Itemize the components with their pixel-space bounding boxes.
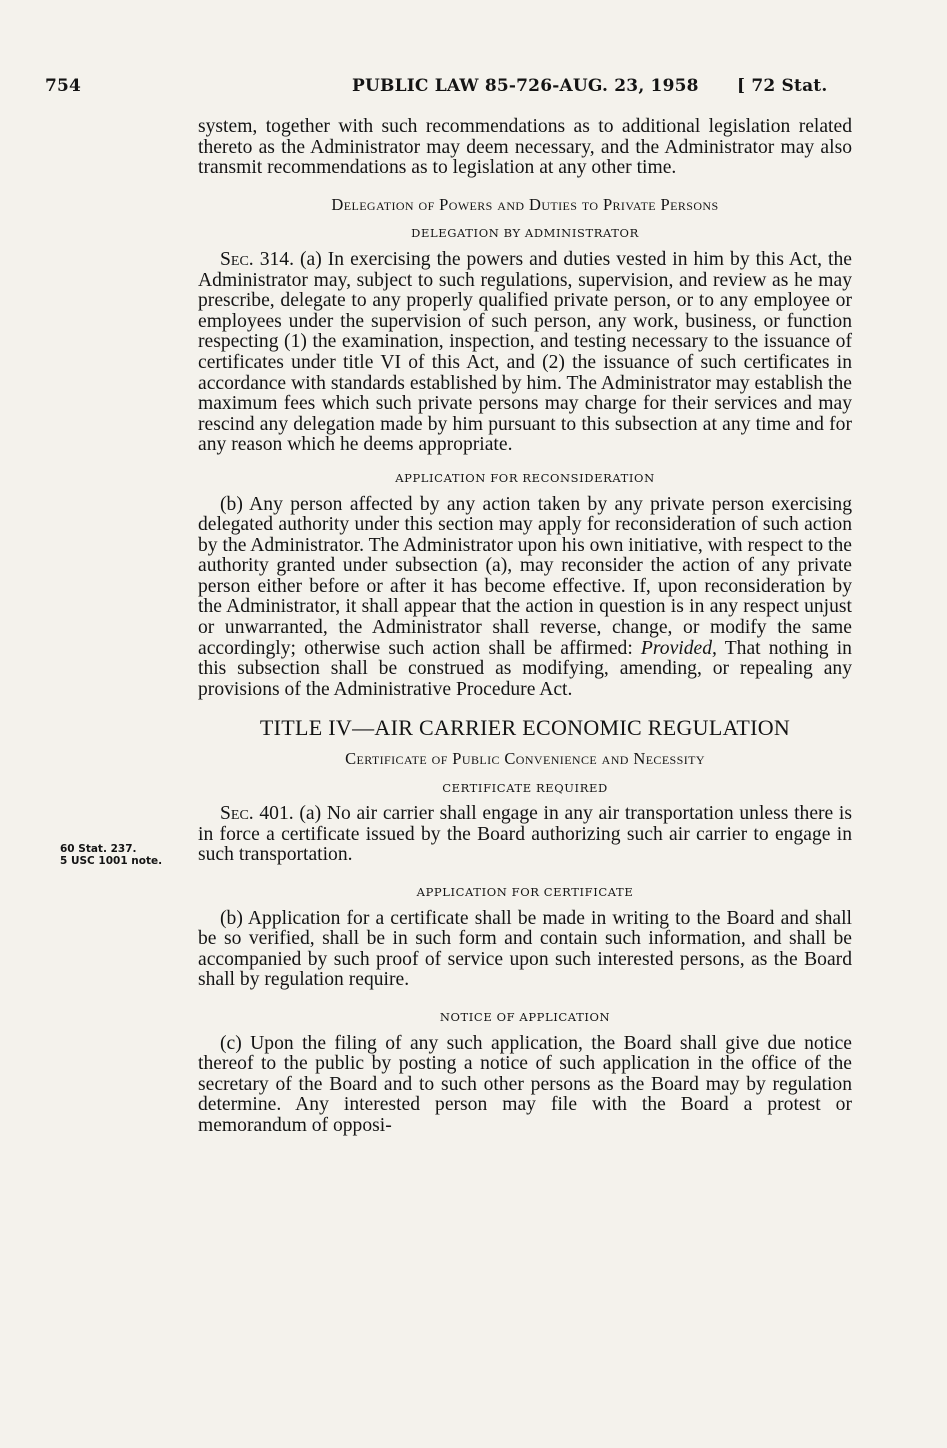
page-number: 754 — [45, 76, 82, 96]
text-column — [198, 117, 852, 1137]
subheading-notice: NOTICE OF APPLICATION — [439, 1009, 611, 1024]
margin-note-stat: 60 Stat. 237. — [60, 843, 137, 855]
title-iv-heading: TITLE IV—AIR CARRIER ECONOMIC REGULATION — [259, 715, 791, 741]
intro-paragraph: system, together with such recommendations as to additional legislation related thereto as the Administrator may deem necessary, and the Administrator may also transmit recommendations as to legislation at any other time. — [198, 116, 852, 179]
section-401-b: (b) Application for a certificate shall be made in writing to the Board and shall be so verified, shall be in such form and contain such information, and shall be accompanied by such proof of service upon such interested persons, as the Board shall by regulation require. — [198, 907, 852, 991]
provided-term: Provided, — [640, 637, 717, 659]
volume-reference: [ 72 Stat. — [737, 76, 828, 96]
section-314-b — [198, 495, 852, 701]
section-401-c: (c) Upon the filing of any such application, the Board shall give due notice thereof to the public by posting a notice of such application in the office of the secretary of the Board and to such other persons as the Board may by regulation determine. Any interested person may file with the Board a protest or memorandum of opposi- — [198, 1032, 852, 1136]
section-314-a — [198, 250, 852, 456]
section-401-a — [198, 804, 852, 866]
subheading-certificate-required: CERTIFICATE REQUIRED — [442, 780, 608, 795]
subheading-reconsideration: APPLICATION FOR RECONSIDERATION — [395, 470, 655, 485]
paragraph-text-cont: That nothing in this subsection shall be construed as modifying, amending, or repealing any provisions of the Administrative Procedure Act. — [198, 637, 852, 700]
subheading-delegation-admin: DELEGATION BY ADMINISTRATOR — [411, 226, 639, 241]
margin-note-usc: 5 USC 1001 note. — [60, 855, 163, 867]
running-header-title: PUBLIC LAW 85-726-AUG. 23, 1958 — [352, 76, 699, 96]
section-label: Sec. 401. — [220, 803, 294, 825]
section-text: (a) No air carrier shall engage in any air transportation unless there is in force a certificate issued by the Board authorizing such air carrier to engage in such transportation. — [198, 803, 853, 866]
paragraph-text: (b) Any person affected by any action taken by any private person exercising delegated authority under this section may apply for reconsideration of such action by the Administrator. The Administrator upon his own initiative, with respect to the authority granted under subsection (a), may reconsider the action of any private person either before or after it has become effective. If, upon reconsideration by the Administrator, it shall appear that the action in question is in any respect unjust or unwarranted, the Administrator shall reverse, change, or modify the same accordingly; otherwise such action shall be affirmed: — [198, 493, 852, 659]
section-text: (a) In exercising the powers and duties vested in him by this Act, the Administrator may, subject to such regulations, supervision, and review as he may prescribe, delegate to any properly qualified private person, or to any employee or employees under the supervision of such person, any work, business, or function respecting (1) the examination, inspection, and testing necessary to the issuance of certificates under title VI of this Act, and (2) the issuance of such certificates in accordance with standards established by him. The Administrator may establish the maximum fees which such private persons may charge for their services and may rescind any delegation made by him pursuant to this subsection at any time and for any reason which he deems appropriate. — [198, 248, 852, 456]
section-label: Sec. 314. — [220, 248, 294, 270]
subheading-application-certificate: APPLICATION FOR CERTIFICATE — [416, 885, 634, 899]
heading-delegation: Delegation of Powers and Duties to Private Persons — [331, 194, 719, 214]
heading-certificate: Certificate of Public Convenience and Necessity — [345, 749, 705, 769]
